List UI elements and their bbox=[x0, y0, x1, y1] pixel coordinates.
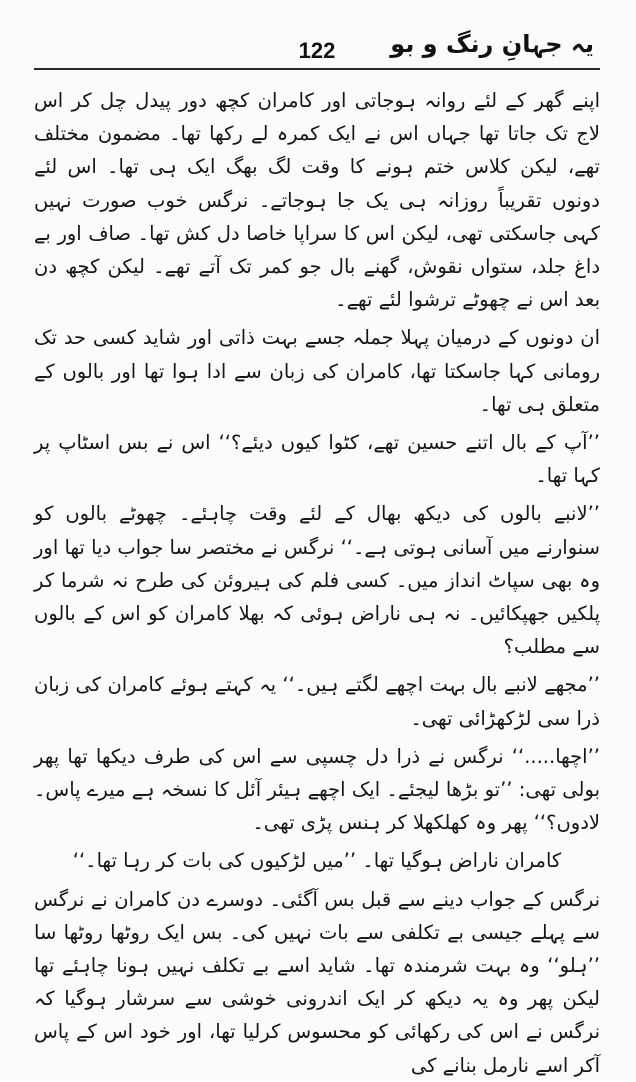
page-number: 122 bbox=[298, 38, 336, 63]
paragraph: ’’لانبے بالوں کی دیکھ بھال کے لئے وقت چاہئے۔ چھوٹے بالوں کو سنوارنے میں آسانی ہوتی ہے۔‘‘ نرگس نے مختصر سا جواب دیا تھا اور وہ بھی سپاٹ انداز میں۔ کسی فلم کی ہیروئن کی طرح نہ شرما کر پلکیں جھپکائیں۔ نہ ہی ناراض ہوئی کہ بھلا کامران کو اس کے بالوں سے مطلب؟ bbox=[34, 502, 600, 659]
paragraph: ’’اچھا.....‘‘ نرگس نے ذرا دل چسپی سے اس کی طرف دیکھا تھا پھر بولی تھی: ’’تو بڑھا لیجئے۔ ایک اچھے ہیئر آئل کا نسخہ ہے میرے پاس۔ لادوں؟‘‘ پھر وہ کھلکھلا کر ہنس پڑی تھی۔ bbox=[34, 744, 600, 835]
paragraph: نرگس کے جواب دینے سے قبل بس آگئی۔ دوسرے دن کامران نے نرگس سے پہلے جیسی بے تکلفی سے بات نہیں کی۔ بس ایک روٹھا روٹھا سا ’’ہلو‘‘ وہ بہت شرمندہ تھا۔ شاید اسے بے تکلف نہیں ہونا چاہئے تھا لیکن پھر وہ یہ دیکھ کر ایک اندرونی خوشی سے سرشار ہوگیا کہ نرگس نے اس کی رکھائی کو محسوس کرلیا تھا، اور خود اس کے پاس آکر اسے نارمل بنانے کی bbox=[34, 887, 600, 1077]
paragraph: کامران ناراض ہوگیا تھا۔ ’’میں لڑکیوں کی بات کر رہا تھا۔‘‘ bbox=[72, 849, 562, 873]
page-header bbox=[34, 0, 600, 70]
page-body bbox=[34, 84, 600, 1082]
paragraph: اپنے گھر کے لئے روانہ ہوجاتی اور کامران کچھ دور پیدل چل کر اس لاج تک جاتا تھا جہاں اس نے ایک کمرہ لے رکھا تھا۔ مضمون مختلف تھے، لیکن کلاس ختم ہونے کا وقت لگ بھگ ایک ہی تھا۔ اس لئے دونوں تقریباً روزانہ ہی یک جا ہوجاتے۔ نرگس خوب صورت نہیں کہی جاسکتی تھی، لیکن اس کا سراپا خاصا دل کش تھا۔ صاف اور بے داغ جلد، ستواں نقوش، گھنے بال جو کمر تک آتے تھے۔ لیکن کچھ دن بعد اس نے چھوٹے ترشوا لئے تھے۔ bbox=[34, 89, 600, 312]
paragraph: ان دونوں کے درمیان پہلا جملہ جسے بہت ذاتی اور شاید کسی حد تک رومانی کہا جاسکتا تھا، کامران کی زبان سے ادا ہوا تھا اور بالوں کے متعلق ہی تھا۔ bbox=[34, 326, 600, 416]
running-title: یہ جہانِ رنگ و بو bbox=[390, 30, 594, 58]
paragraph: ’’آپ کے بال اتنے حسین تھے، کٹوا کیوں دیئے؟‘‘ اس نے بس اسٹاپ پر کہا تھا۔ bbox=[34, 431, 600, 488]
paragraph: ’’مجھے لانبے بال بہت اچھے لگتے ہیں۔‘‘ یہ کہتے ہوئے کامران کی زبان ذرا سی لڑکھڑائی تھی۔ bbox=[34, 673, 600, 730]
